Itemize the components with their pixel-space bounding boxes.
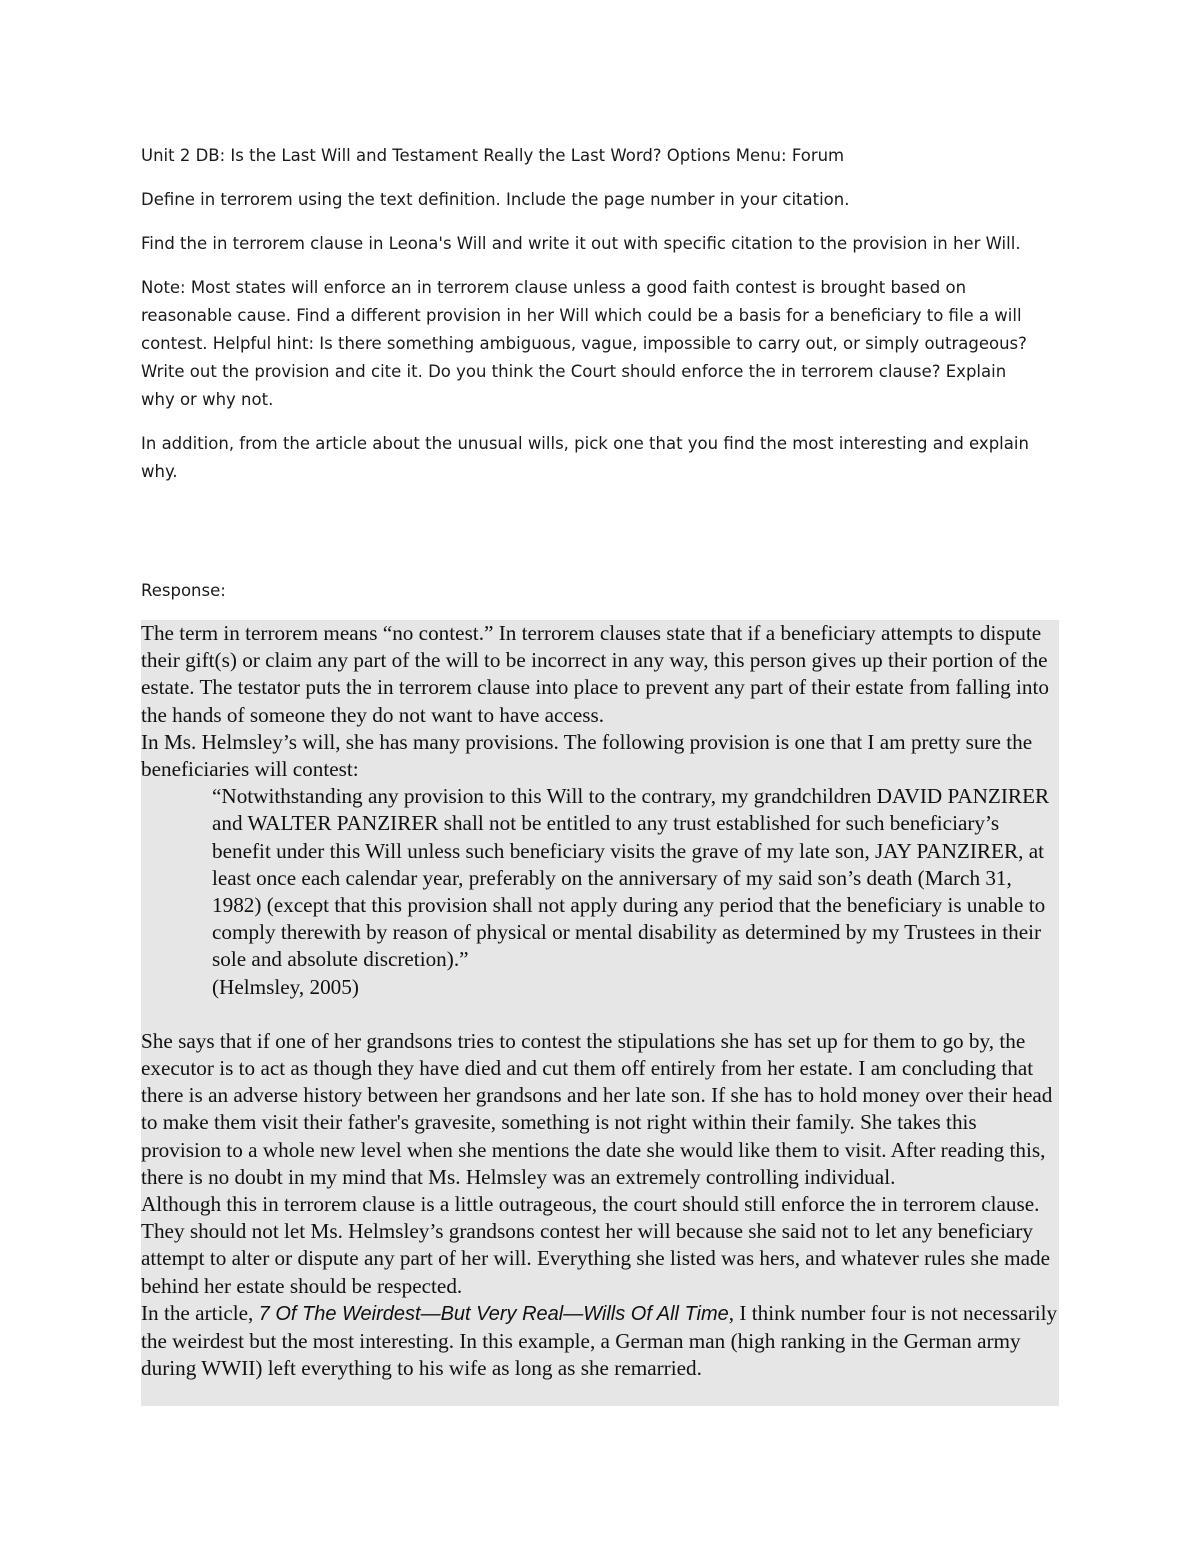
will-provision-quote: “Notwithstanding any provision to this Will to the contrary, my grandchildren DAVID PANZIRER and WALTER PANZIRER shall not be entitled to any trust established for such beneficiary’s benefit under this Will unless such beneficiary visits the grave of my late son, JAY PANZIRER, at least once each calendar year, preferably on the anniversary of my said son’s death (March 31, 1982) (except that this provision shall not apply during any period that the beneficiary is unable to comply therewith by reason of physical or mental disability as determined by my Trustees in their sole and absolute discretion).” [212, 784, 1050, 972]
response-paragraph-article [141, 1300, 1059, 1383]
response-paragraph-definition: The term in terrorem means “no contest.” In terrorem clauses state that if a beneficiary attempts to dispute their gift(s) or claim any part of the will to be incorrect in any way, this person gives up their portion of the estate. The testator puts the in terrorem clause into place to prevent any part of their estate from falling into the hands of someone they do not want to have access. [141, 621, 1049, 727]
article-lead-text: In the article, [141, 1300, 259, 1325]
response-paragraph-analysis: She says that if one of her grandsons tries to contest the stipulations she has set up for them to go by, the executor is to act as though they have died and cut them off entirely from her estate. I am concluding that there is an adverse history between her grandsons and her late son. If she has to hold money over their head to make them visit their father's gravesite, something is not right within their family. She takes this provision to a whole new level when she mentions the date she would like them to visit. After reading this, there is no doubt in my mind that Ms. Helmsley was an extremely controlling individual. [141, 1028, 1053, 1189]
question-article: In addition, from the article about the unusual wills, pick one that you find the most interesting and explain why. [141, 434, 1029, 481]
response-paragraph-enforcement: Although this in terrorem clause is a little outrageous, the court should still enforce the in terrorem clause. They should not let Ms. Helmsley’s grandsons contest her will because she said not to let any beneficiary attempt to alter or dispute any part of her will. Everything she listed was hers, and whatever rules she made behind her estate should be respected. [141, 1192, 1051, 1298]
paragraph-gap [141, 1001, 1059, 1028]
article-title: 7 Of The Weirdest—But Very Real—Wills Of All Time [258, 1302, 729, 1325]
assignment-title: Unit 2 DB: Is the Last Will and Testament Really the Last Word? Options Menu: Forum [141, 146, 845, 165]
response-paragraph-provision-intro: In Ms. Helmsley’s will, she has many provisions. The following provision is one that I am pretty sure the beneficiaries will contest: [141, 729, 1033, 782]
response-label: Response: [141, 581, 226, 600]
quote-citation: (Helmsley, 2005) [212, 974, 359, 999]
assignment-prompt [141, 142, 1041, 486]
question-define: Define in terrorem using the text definition. Include the page number in your citation. [141, 190, 850, 209]
question-find-clause: Find the in terrorem clause in Leona's Will and write it out with specific citation to the provision in her Will. [141, 234, 1021, 253]
question-note: Note: Most states will enforce an in terrorem clause unless a good faith contest is brought based on reasonable cause. Find a different provision in her Will which could be a basis for a beneficiary to file a will contest. Helpful hint: Is there something ambiguous, vague, impossible to carry out, or simply outrageous? Write out the provision and cite it. Do you think the Court should enforce the in terrorem clause? Explain why or why not. [141, 278, 1027, 409]
response-body [141, 620, 1059, 1406]
article-rest-text: , I think number four is not necessarily the weirdest but the most interesting. In this example, a German man (high ranking in the German army during WWII) left everything to his wife as long as she remarried. [141, 1300, 1058, 1381]
quote-block [141, 783, 1059, 1001]
